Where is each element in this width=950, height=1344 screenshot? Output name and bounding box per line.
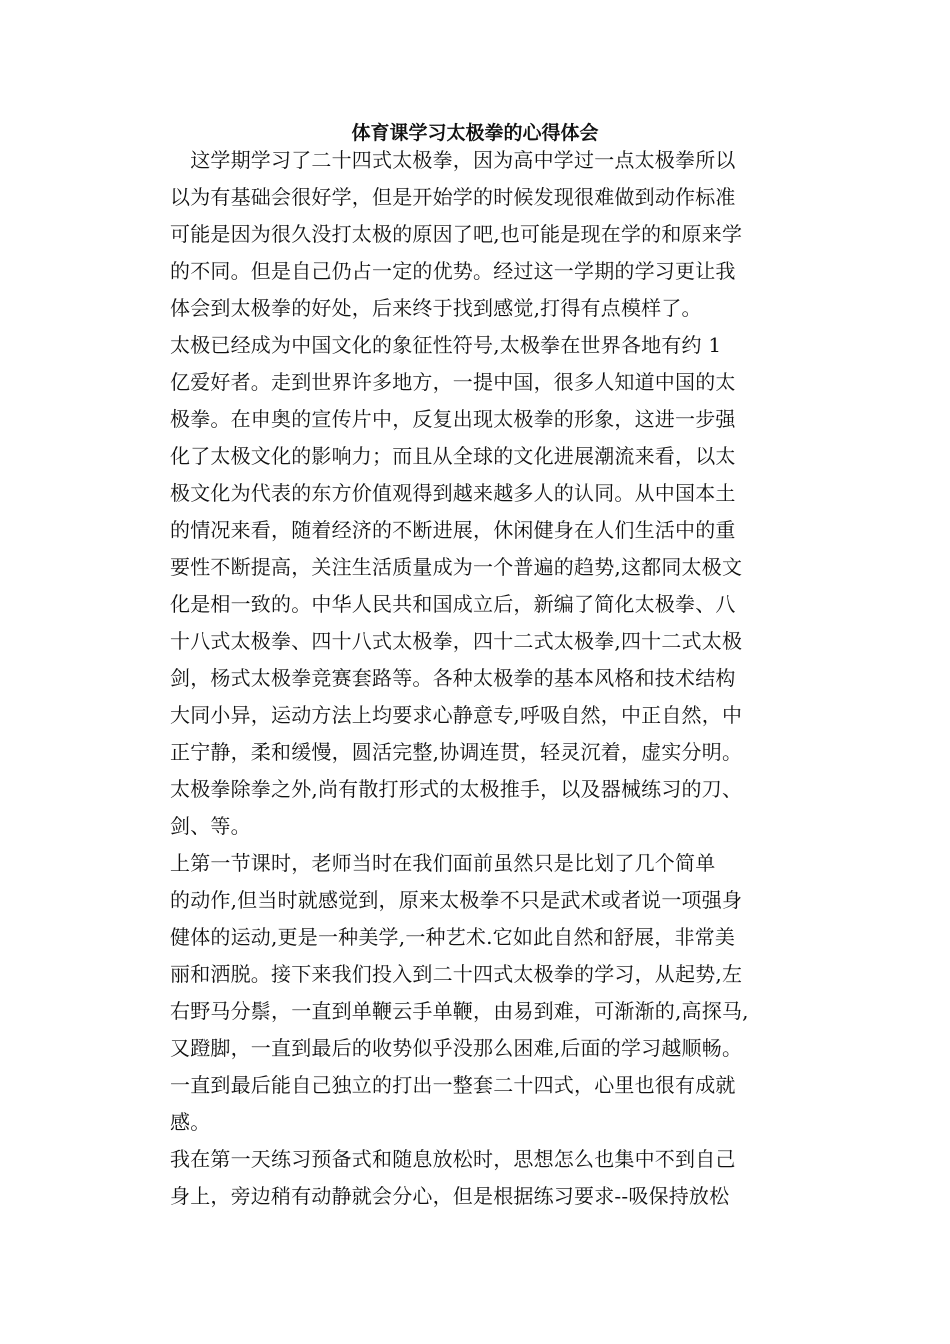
body-line: 大同小异，运动方法上均要求心静意专,呼吸自然，中正自然，中 — [170, 703, 743, 727]
body-line: 这学期学习了二十四式太极拳，因为高中学过一点太极拳所以 — [170, 148, 736, 172]
body-line: 丽和洒脱。接下来我们投入到二十四式太极拳的学习，从起势,左 — [170, 962, 743, 986]
body-line: 感。 — [170, 1110, 211, 1134]
document-body — [170, 142, 810, 1215]
body-line: 化是相一致的。中华人民共和国成立后，新编了简化太极拳、八 — [170, 592, 736, 616]
body-line: 太极拳除拳之外,尚有散打形式的太极推手，以及器械练习的刀、 — [170, 777, 743, 801]
body-line: 正宁静，柔和缓慢，圆活完整,协调连贯，轻灵沉着，虚实分明。 — [170, 740, 743, 764]
body-line: 的不同。但是自己仍占一定的优势。经过这一学期的学习更让我 — [170, 259, 736, 283]
body-line: 极文化为代表的东方价值观得到越来越多人的认同。从中国本土 — [170, 481, 736, 505]
body-line: 健体的运动,更是一种美学,一种艺术.它如此自然和舒展，非常美 — [170, 925, 736, 949]
body-line: 剑、等。 — [170, 814, 251, 838]
body-line: 我在第一天练习预备式和随息放松时，思想怎么也集中不到自己 — [170, 1147, 736, 1171]
body-line: 的情况来看，随着经济的不断进展，休闲健身在人们生活中的重 — [170, 518, 736, 542]
document-title: 体育课学习太极拳的心得体会 — [351, 122, 599, 144]
body-line: 身上，旁边稍有动静就会分心，但是根据练习要求--吸保持放松 — [170, 1184, 730, 1208]
body-line: 又蹬脚，一直到最后的收势似乎没那么困难,后面的学习越顺畅。 — [170, 1036, 743, 1060]
body-line: 十八式太极拳、四十八式太极拳，四十二式太极拳,四十二式太极 — [170, 629, 743, 653]
body-line: 剑，杨式太极拳竞赛套路等。各种太极拳的基本风格和技术结构 — [170, 666, 736, 690]
body-line: 亿爱好者。走到世界许多地方，一提中国，很多人知道中国的太 — [170, 370, 736, 394]
body-line: 上第一节课时，老师当时在我们面前虽然只是比划了几个简单 — [170, 851, 716, 875]
body-line: 化了太极文化的影响力；而且从全球的文化进展潮流来看，以太 — [170, 444, 736, 468]
body-line: 一直到最后能自己独立的打出一整套二十四式，心里也很有成就 — [170, 1073, 736, 1097]
body-line: 可能是因为很久没打太极的原因了吧,也可能是现在学的和原来学 — [170, 222, 743, 246]
body-line: 体会到太极拳的好处，后来终于找到感觉,打得有点模样了。 — [170, 296, 702, 320]
body-line: 太极已经成为中国文化的象征性符号,太极拳在世界各地有约 1 — [170, 333, 722, 357]
body-line: 极拳。在申奥的宣传片中，反复出现太极拳的形象，这进一步强 — [170, 407, 736, 431]
body-line: 以为有基础会很好学，但是开始学的时候发现很难做到动作标准 — [170, 185, 736, 209]
body-line: 的动作,但当时就感觉到，原来太极拳不只是武术或者说一项强身 — [170, 888, 743, 912]
body-line: 要性不断提高，关注生活质量成为一个普遍的趋势,这都同太极文 — [170, 555, 743, 579]
body-line: 右野马分鬃，一直到单鞭云手单鞭，由易到难，可渐渐的,高探马, — [170, 999, 749, 1023]
